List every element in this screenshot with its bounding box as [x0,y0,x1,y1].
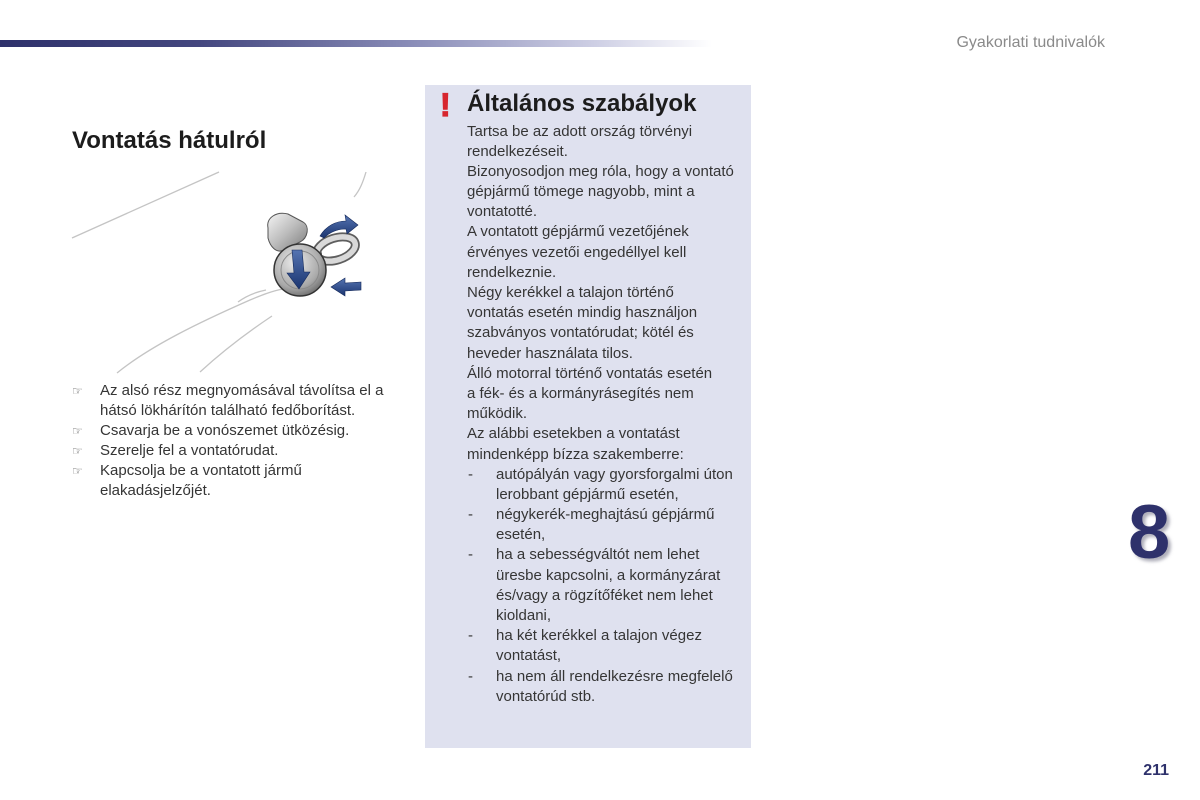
case-text-line: vontatást, [496,647,562,665]
rule-text-line: érvényes vezetői engedéllyel kell [467,243,687,261]
rule-paragraph [467,122,734,162]
instruction-text-line: hátsó lökhárítón található fedőborítást. [100,401,356,419]
instruction-list [72,381,383,502]
pointing-hand-icon: ☞ [72,464,83,479]
case-text-line: autópályán vagy gyorsforgalmi úton [496,465,733,483]
case-text-line: ha nem áll rendelkezésre megfelelő [496,667,733,685]
rule-text-line: vontatotté. [467,203,538,221]
instruction-item [72,421,383,441]
pointing-hand-icon: ☞ [72,383,83,398]
dash-bullet: - [468,546,473,564]
rule-text-line: mindenképp bízza szakemberre: [467,445,684,463]
general-rules-text [467,122,734,707]
tow-eye-installation-illustration [60,165,380,380]
dash-bullet: - [468,465,473,483]
rule-text-line: vontatás esetén mindig használjon [467,304,698,322]
section-heading: Vontatás hátulról [72,127,267,154]
rule-text-line: Álló motorral történő vontatás esetén [467,364,713,382]
rule-paragraph [467,283,734,364]
page-number: 211 [1143,762,1169,779]
instruction-item [72,461,383,501]
chapter-number: 8 [1128,490,1171,575]
instruction-text-line: Csavarja be a vonószemet ütközésig. [100,421,350,439]
rule-text-line: szabványos vontatórudat; kötél és [467,324,694,342]
header-gradient-bar [0,40,712,47]
case-text-line: kioldani, [496,607,552,624]
rule-text-line: Az alábbi esetekben a vontatást [467,425,680,443]
case-item [467,667,734,707]
general-rules-heading: Általános szabályok [467,90,697,117]
case-text-line: ha a sebességváltót nem lehet [496,546,700,564]
case-text-line: üresbe kapcsolni, a kormányzárat [496,566,721,584]
case-text-line: esetén, [496,526,546,544]
case-text-line: vontatórúd stb. [496,687,596,705]
rule-text-line: heveder használata tilos. [467,344,633,362]
instruction-text-line: Az alsó rész megnyomásával távolítsa el a [100,381,384,399]
running-header: Gyakorlati tudnivalók [956,34,1105,51]
case-text-line: ha két kerékkel a talajon végez [496,627,702,645]
rule-paragraph [467,424,734,464]
instruction-text-line: Szerelje fel a vontatórudat. [100,442,279,460]
instruction-text-line: Kapcsolja be a vontatott jármű [100,462,302,480]
rule-text-line: gépjármű tömege nagyobb, mint a [467,183,695,201]
rule-text-line: rendelkeznie. [467,263,557,281]
rule-text-line: Bizonyosodjon meg róla, hogy a vontató [467,162,734,180]
rule-text-line: működik. [467,405,528,423]
dash-bullet: - [468,627,473,645]
case-text-line: lerobbant gépjármű esetén, [496,485,679,503]
arrow-left-icon [331,278,361,296]
rule-text-line: Négy kerékkel a talajon történő [467,284,674,301]
pointing-hand-icon: ☞ [72,444,83,459]
instruction-text-line: elakadásjelzőjét. [100,482,211,500]
dash-bullet: - [468,506,473,524]
exclamation-icon: ! [440,87,451,123]
case-item [467,626,734,666]
rule-text-line: rendelkezéseit. [467,142,568,160]
case-item [467,465,734,505]
case-item [467,545,734,626]
case-text-line: és/vagy a rögzítőféket nem lehet [496,586,713,604]
dash-bullet: - [468,667,473,685]
rule-paragraph [467,222,734,283]
instruction-item [72,381,383,421]
general-rules-box [425,85,751,748]
rule-paragraph [467,162,734,223]
rule-paragraph [467,364,734,425]
instruction-item [72,441,383,461]
rule-text-line: A vontatott gépjármű vezetőjének [467,223,689,241]
case-item [467,505,734,545]
rule-text-line: Tartsa be az adott ország törvényi [467,122,693,140]
pointing-hand-icon: ☞ [72,423,83,438]
case-text-line: négykerék-meghajtású gépjármű [496,506,715,524]
rule-text-line: a fék- és a kormányrásegítés nem [467,384,694,402]
